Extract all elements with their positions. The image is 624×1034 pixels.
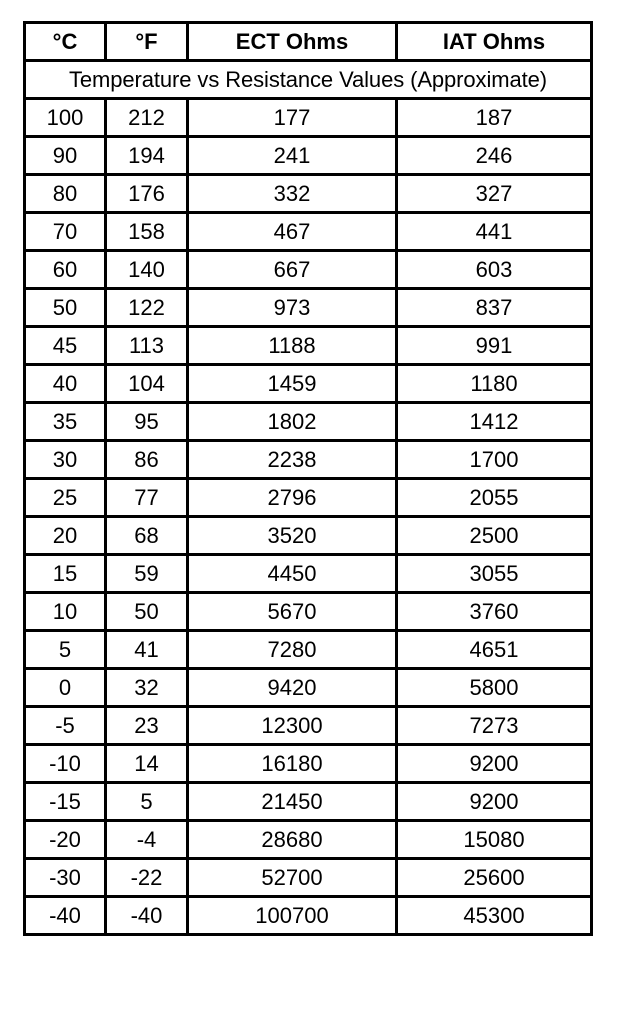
table-row [25, 631, 592, 669]
cell-ect-ohms: 667 [188, 251, 397, 289]
cell-fahrenheit: -4 [106, 821, 188, 859]
header-iat-ohms: IAT Ohms [397, 23, 592, 61]
cell-iat-ohms: 9200 [397, 783, 592, 821]
cell-celsius: 10 [25, 593, 106, 631]
cell-ect-ohms: 2238 [188, 441, 397, 479]
cell-fahrenheit: 95 [106, 403, 188, 441]
cell-iat-ohms: 9200 [397, 745, 592, 783]
header-row [25, 23, 592, 61]
table-row [25, 669, 592, 707]
cell-ect-ohms: 1459 [188, 365, 397, 403]
cell-celsius: 60 [25, 251, 106, 289]
cell-ect-ohms: 21450 [188, 783, 397, 821]
cell-ect-ohms: 16180 [188, 745, 397, 783]
cell-celsius: 30 [25, 441, 106, 479]
cell-ect-ohms: 5670 [188, 593, 397, 631]
cell-fahrenheit: 122 [106, 289, 188, 327]
cell-ect-ohms: 4450 [188, 555, 397, 593]
table-row [25, 555, 592, 593]
cell-celsius: -40 [25, 897, 106, 935]
cell-celsius: 15 [25, 555, 106, 593]
cell-fahrenheit: 32 [106, 669, 188, 707]
cell-iat-ohms: 246 [397, 137, 592, 175]
cell-fahrenheit: 86 [106, 441, 188, 479]
cell-fahrenheit: -40 [106, 897, 188, 935]
table-row [25, 859, 592, 897]
cell-iat-ohms: 327 [397, 175, 592, 213]
table-row [25, 745, 592, 783]
cell-fahrenheit: 113 [106, 327, 188, 365]
cell-ect-ohms: 332 [188, 175, 397, 213]
cell-ect-ohms: 12300 [188, 707, 397, 745]
table-row [25, 327, 592, 365]
cell-fahrenheit: 5 [106, 783, 188, 821]
cell-iat-ohms: 1180 [397, 365, 592, 403]
table-row [25, 137, 592, 175]
cell-celsius: 5 [25, 631, 106, 669]
cell-ect-ohms: 2796 [188, 479, 397, 517]
header-celsius: °C [25, 23, 106, 61]
cell-fahrenheit: 68 [106, 517, 188, 555]
cell-ect-ohms: 3520 [188, 517, 397, 555]
table-row [25, 365, 592, 403]
cell-ect-ohms: 100700 [188, 897, 397, 935]
cell-iat-ohms: 441 [397, 213, 592, 251]
temperature-resistance-table [23, 21, 593, 936]
cell-iat-ohms: 7273 [397, 707, 592, 745]
cell-ect-ohms: 7280 [188, 631, 397, 669]
cell-iat-ohms: 25600 [397, 859, 592, 897]
cell-celsius: 0 [25, 669, 106, 707]
cell-ect-ohms: 467 [188, 213, 397, 251]
cell-fahrenheit: 77 [106, 479, 188, 517]
table-row [25, 175, 592, 213]
table-row [25, 783, 592, 821]
cell-fahrenheit: 212 [106, 99, 188, 137]
cell-fahrenheit: 158 [106, 213, 188, 251]
cell-celsius: 70 [25, 213, 106, 251]
cell-celsius: 80 [25, 175, 106, 213]
cell-iat-ohms: 187 [397, 99, 592, 137]
cell-iat-ohms: 1700 [397, 441, 592, 479]
table-header [25, 23, 592, 99]
header-ect-ohms: ECT Ohms [188, 23, 397, 61]
cell-celsius: -20 [25, 821, 106, 859]
table-row [25, 99, 592, 137]
cell-fahrenheit: 50 [106, 593, 188, 631]
cell-iat-ohms: 45300 [397, 897, 592, 935]
header-fahrenheit: °F [106, 23, 188, 61]
cell-iat-ohms: 3055 [397, 555, 592, 593]
cell-iat-ohms: 5800 [397, 669, 592, 707]
table-row [25, 707, 592, 745]
cell-ect-ohms: 52700 [188, 859, 397, 897]
cell-fahrenheit: 194 [106, 137, 188, 175]
cell-celsius: 90 [25, 137, 106, 175]
cell-iat-ohms: 2500 [397, 517, 592, 555]
cell-iat-ohms: 4651 [397, 631, 592, 669]
cell-fahrenheit: 14 [106, 745, 188, 783]
cell-ect-ohms: 241 [188, 137, 397, 175]
cell-ect-ohms: 1188 [188, 327, 397, 365]
cell-celsius: 40 [25, 365, 106, 403]
cell-celsius: -15 [25, 783, 106, 821]
cell-celsius: 25 [25, 479, 106, 517]
table-row [25, 403, 592, 441]
table-row [25, 213, 592, 251]
cell-iat-ohms: 2055 [397, 479, 592, 517]
cell-fahrenheit: 23 [106, 707, 188, 745]
table-row [25, 441, 592, 479]
cell-ect-ohms: 28680 [188, 821, 397, 859]
cell-fahrenheit: 59 [106, 555, 188, 593]
cell-celsius: -5 [25, 707, 106, 745]
cell-iat-ohms: 3760 [397, 593, 592, 631]
cell-fahrenheit: -22 [106, 859, 188, 897]
caption-row [25, 61, 592, 99]
cell-fahrenheit: 41 [106, 631, 188, 669]
cell-iat-ohms: 837 [397, 289, 592, 327]
cell-celsius: 100 [25, 99, 106, 137]
table-row [25, 289, 592, 327]
table-row [25, 593, 592, 631]
table-caption: Temperature vs Resistance Values (Approximate) [25, 61, 592, 99]
cell-celsius: 45 [25, 327, 106, 365]
table-row [25, 479, 592, 517]
cell-fahrenheit: 176 [106, 175, 188, 213]
cell-ect-ohms: 9420 [188, 669, 397, 707]
table-body [25, 99, 592, 935]
table-row [25, 251, 592, 289]
cell-celsius: -30 [25, 859, 106, 897]
cell-celsius: 50 [25, 289, 106, 327]
cell-celsius: -10 [25, 745, 106, 783]
cell-celsius: 20 [25, 517, 106, 555]
table-row [25, 897, 592, 935]
table-row [25, 821, 592, 859]
cell-ect-ohms: 973 [188, 289, 397, 327]
cell-iat-ohms: 603 [397, 251, 592, 289]
cell-iat-ohms: 15080 [397, 821, 592, 859]
cell-ect-ohms: 1802 [188, 403, 397, 441]
cell-fahrenheit: 140 [106, 251, 188, 289]
cell-iat-ohms: 1412 [397, 403, 592, 441]
cell-ect-ohms: 177 [188, 99, 397, 137]
cell-celsius: 35 [25, 403, 106, 441]
cell-iat-ohms: 991 [397, 327, 592, 365]
table-row [25, 517, 592, 555]
cell-fahrenheit: 104 [106, 365, 188, 403]
